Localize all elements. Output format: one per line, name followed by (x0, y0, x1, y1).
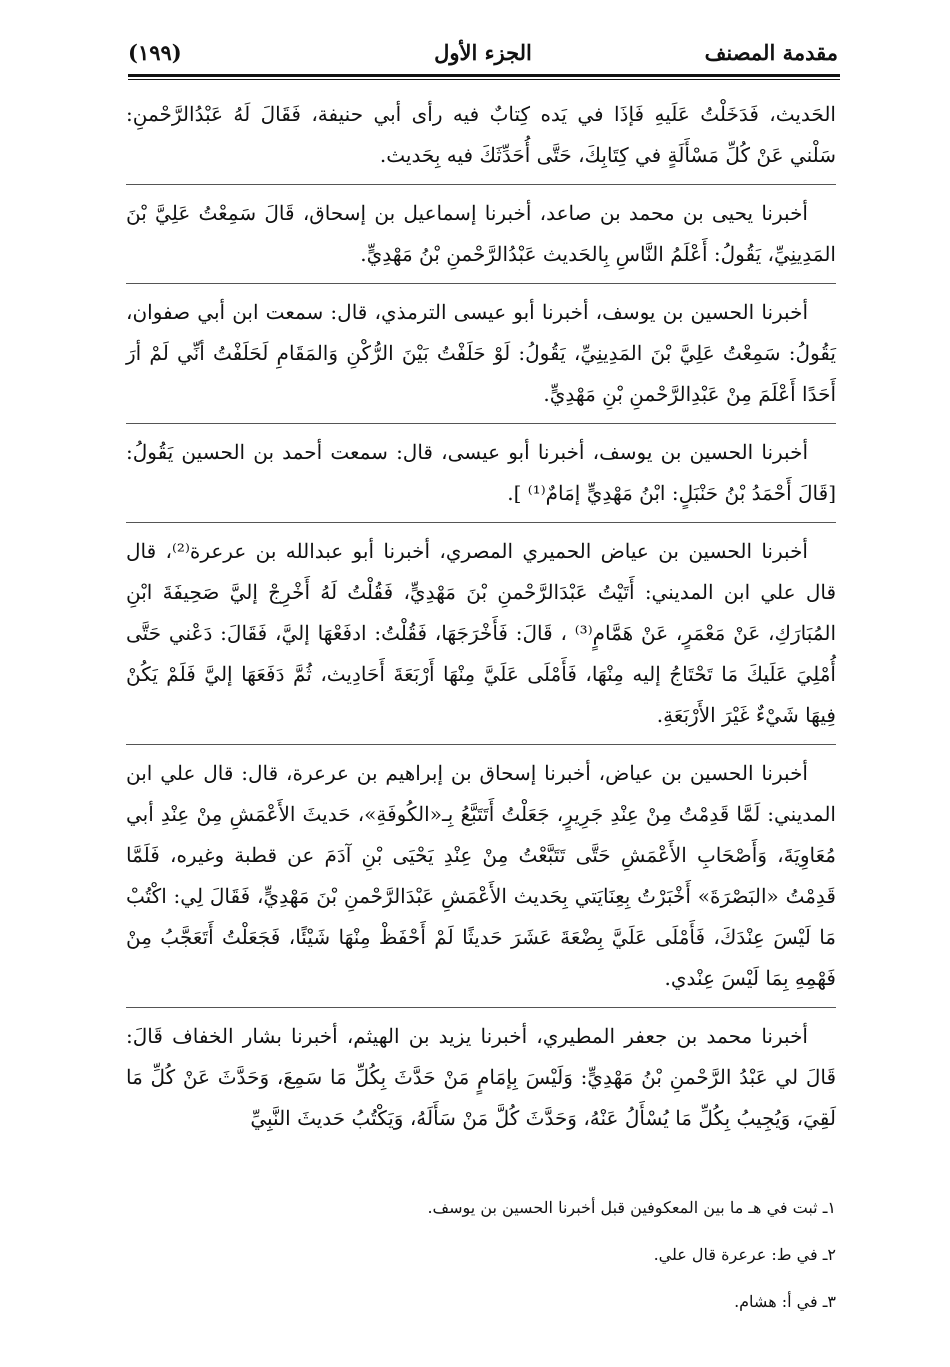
footnote: ٣ـ في أ: هشام. (734, 1292, 836, 1311)
main-text (126, 94, 836, 1155)
paragraph: أخبرنا محمد بن جعفر المطيري، أخبرنا يزيد بن الهيثم، أخبرنا بشار الخفاف قَالَ: قَالَ لي عَبْدُ الرَّحْمنِ بْنُ مَهْدِيٍّ: وَلَيْسَ بِإمَامٍ مَنْ حَدَّثَ بِكُلِّ مَا سَمِعَ، وَحَدَّثَ عَنْ كُلِّ مَا لَقِيَ، وَيُجِيبُ بِكُلِّ مَا يُسْأَلُ عَنْهُ، وَحَدَّثَ كُلَّ مَنْ سَأَلَهُ، وَيَكْتُبُ حَديثَ النَّبِيِّ (126, 1024, 836, 1130)
header-rule-thin (128, 79, 840, 80)
paragraph: أخبرنا يحيى بن محمد بن صاعد، أخبرنا إسماعيل بن إسحاق، قَالَ سَمِعْتُ عَلِيَّ بْنَ المَدِينِيِّ، يَقُولُ: أَعْلَمُ النَّاسِ بِالحَديث عَبْدُالرَّحْمنِ بْنُ مَهْدِيٍّ. (126, 193, 836, 284)
header-rule (128, 74, 840, 77)
paragraph: أخبرنا الحسين بن عياض، أخبرنا إسحاق بن إبراهيم بن عرعرة، قال: قال علي ابن المديني: لَمَّا قَدِمْتُ مِنْ عِنْدِ جَرِيرٍ، جَعَلْتُ أَتَتَبَّعُ بِـ«الكُوفَةِ»، حَديثَ الأَعْمَشِ مِنْ عِنْدِ أبي مُعَاوِيَةَ، وَأَصْحَابِ الأَعْمَشِ حَتَّى تَتَبَّعْتُ مِنْ عِنْدِ يَحْيَى بْنِ آدَمَ عن قطبة وغيره، فَلَمَّا قَدِمْتُ «البَصْرَةَ» أَخْبَرْتُ بِعِنَايَتي بِحَديث الأَعْمَشِ عَبْدَالرَّحْمنِ بْنَ مَهْدِيٍّ، فَقَالَ لِي: اكْتُبْ مَا لَيْسَ عِنْدَكَ، فَأَمْلَى عَلَيَّ بِضْعَةَ عَشَرَ حَديثًا لَمْ أَحْفَظْ مِنْهَا شَيْئًا، فَجَعَلْتُ أَتَعَجَّبُ مِنْ فَهْمِهِ بِمَا لَيْسَ عِنْدي. (126, 753, 836, 1008)
section-title: مقدمة المصنف (704, 40, 838, 65)
part-title: الجزء الأول (434, 40, 532, 65)
page-number: (١٩٩) (128, 40, 182, 65)
footnotes (380, 1198, 836, 1339)
footnote: ٢ـ في ط: عرعرة قال علي. (653, 1245, 836, 1264)
paragraph: الحَديث، فَدَخَلْتُ عَلَيهِ فَإذَا في يَده كِتابٌ فيه رأى أبي حنيفة، فَقَالَ لَهُ عَبْدُالرَّحْمنِ: سَلْني عَنْ كُلِّ مَسْأَلَةٍ في كِتَابِكَ، حَتَّى أُحَدِّثَكَ فيه بِحَديث. (126, 94, 836, 185)
paragraph: أخبرنا الحسين بن يوسف، أخبرنا أبو عيسى الترمذي، قال: سمعت ابن أبي صفوان، يَقُولُ: سَمِعْتُ عَلِيَّ بْنَ المَدِينِيِّ، يَقُولُ: لَوْ حَلَفْتُ بَيْنَ الرُّكْنِ وَالمَقَامِ لَحَلَفْتُ أنِّي لَمْ أرَ أَحَدًا أَعْلَمَ مِنْ عَبْدِالرَّحْمنِ بْنِ مَهْدِيٍّ. (126, 292, 836, 424)
paragraph: أخبرنا الحسين بن عياض الحميري المصري، أخبرنا أبو عبدالله بن عرعرة⁽²⁾، قال قال علي ابن المديني: أَتَيْتُ عَبْدَالرَّحْمنِ بْنَ مَهْدِيٍّ، فَقُلْتُ لَهُ أَخْرِجْ إليَّ صَحِيفَةَ ابْنِ المُبَارَكِ، عَنْ مَعْمَرٍ، عَنْ هَمَّامٍ⁽³⁾ ، قَالَ: فَأَخْرَجَهَا، فَقُلْتُ: ادفَعْهَا إليَّ، فَقَالَ: دَعْني حَتَّى أُمْلِيَ عَلَيكَ مَا تَحْتَاجُ إليه مِنْهَا، فَأَمْلَى عَلَيَّ مِنْهَا أَرْبَعَةَ أَحَادِيث، ثُمَّ دَفَعَهَا إليَّ فَلَمْ يَكُنْ فِيهَا شَيْءٌ غَيْرَ الأَرْبَعَةِ. (126, 531, 836, 745)
footnote: ١ـ ثبت في هـ ما بين المعكوفين قبل أخبرنا الحسين بن يوسف. (427, 1198, 836, 1217)
paragraph: أخبرنا الحسين بن يوسف، أخبرنا أبو عيسى، قال: سمعت أحمد بن الحسين يَقُولُ: [قَالَ أَحْمَدُ بْنُ حَنْبَلٍ: ابْنُ مَهْدِيٍّ إمَامٌ⁽¹⁾ ]. (126, 432, 836, 523)
running-header (128, 38, 838, 74)
